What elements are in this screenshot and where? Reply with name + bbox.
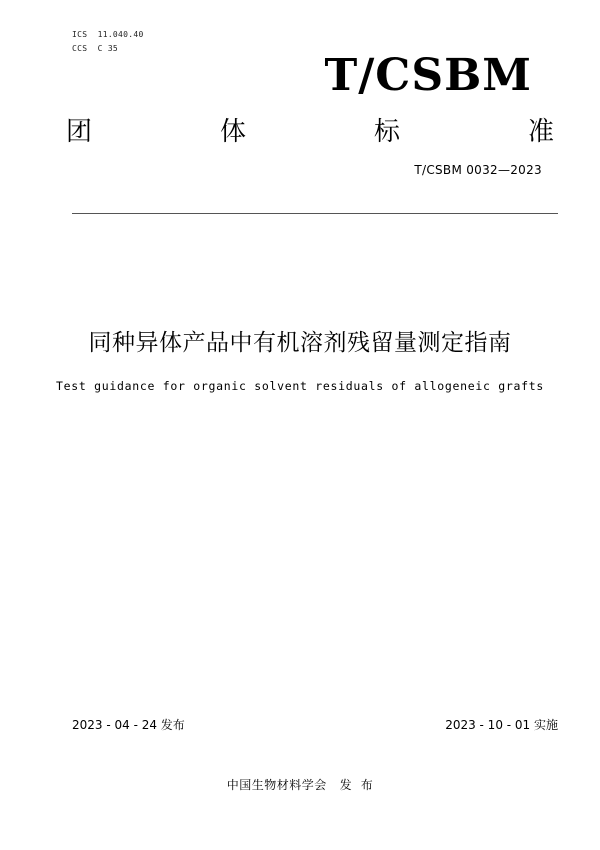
document-title-chinese: 同种异体产品中有机溶剂残留量测定指南 [88, 330, 512, 356]
document-title-english: Test guidance for organic solvent residuals of allogeneic grafts [56, 379, 544, 393]
release-date: 2023 - 04 - 24 发布 [72, 718, 185, 732]
ccs-code: CCS C 35 [72, 44, 119, 53]
publisher-line: 中国生物材料学会 发 布 [226, 778, 374, 792]
header-divider [72, 213, 558, 214]
standard-type-char: 准 [527, 117, 554, 147]
standard-type-char: 体 [219, 117, 246, 147]
organization-logo-text: T/CSBM [324, 50, 532, 101]
standard-type-char: 标 [373, 117, 400, 147]
standard-type-char: 团 [66, 117, 93, 147]
standard-type-heading [66, 114, 554, 150]
ics-code: ICS 11.040.40 [72, 30, 144, 39]
implementation-date: 2023 - 10 - 01 实施 [445, 718, 558, 732]
standard-number: T/CSBM 0032—2023 [414, 163, 542, 177]
